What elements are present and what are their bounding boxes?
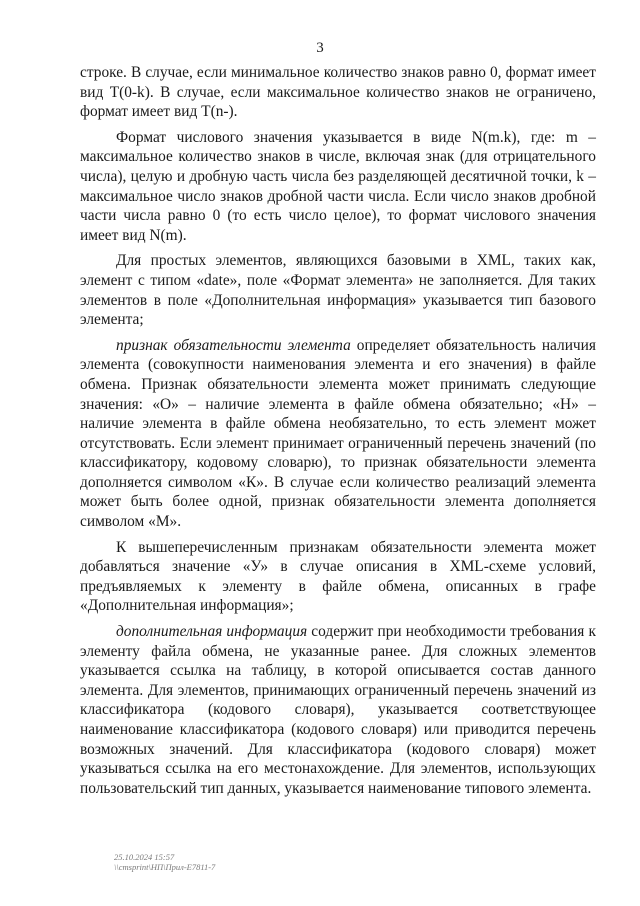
paragraph-conditional-flag: К вышеперечисленным признакам обязательности элемента может добавляться значение «У» в случае описания в XML-схеме условий, предъявляемых к элементу в файле обмена, описанных в графе «Дополнительная информация»; [80, 538, 596, 615]
paragraph-additional-info [80, 622, 596, 798]
term-additional-info: дополнительная информация [116, 623, 308, 641]
mandatory-flag-description: определяет обязательность наличия элемента (совокупности наименования элемента и его значения) в файле обмена. Признак обязательности элемента может принимать следующие значения: «О» – наличие элемента в файле обмена обязательно; «Н» – наличие элемента в файле обмена необязательно, то есть элемент может отсутствовать. Если элемент принимает ограниченный перечень значений (по классификатору, кодовому словарю), то признак обязательности элемента дополняется символом «К». В случае если количество реализаций элемента может быть более одной, признак обязательности элемента дополняется символом «М». [80, 336, 596, 531]
additional-info-description: содержит при необходимости требования к элементу файла обмена, не указанные ранее. Для сложных элементов указывается ссылка на таблицу, в которой описывается состав данного элемента. Для элементов, принимающих ограниченный перечень значений из классификатора (кодового словаря), указывается соответствующее наименование классификатора (кодового словаря) или приводится перечень возможных значений. Для классификатора (кодового словаря) может указываться ссылка на его местонахождение. Для элементов, использующих пользовательский тип данных, указывается наименование типового элемента. [80, 623, 596, 797]
paragraph-mandatory-flag [80, 336, 596, 532]
paragraph-base-xml-types: Для простых элементов, являющихся базовыми в XML, таких как, элемент с типом «date», поле «Формат элемента» не заполняется. Для таких элементов в поле «Дополнительная информация» указывается тип базового элемента; [80, 252, 596, 329]
print-timestamp: 25.10.2024 15:57 [114, 852, 175, 862]
print-footer [114, 852, 215, 872]
print-path: \\cmsprint\НП\Прил-Е7811-7 [114, 862, 216, 872]
document-body [80, 63, 596, 804]
paragraph-numeric-format: Формат числового значения указывается в виде N(m.k), где: m – максимальное количество знаков в числе, включая знак (для отрицательного числа), целую и дробную часть числа без разделяющей десятичной точки, k – максимальное число знаков дробной части числа. Если число знаков дробной части числа равно 0 (то есть число целое), то формат числового значения имеет вид N(m). [80, 128, 596, 244]
page-number: 3 [316, 40, 324, 56]
paragraph-format-string-continuation: строке. В случае, если минимальное количество знаков равно 0, формат имеет вид T(0-k). В случае, если максимальное количество знаков не ограничено, формат имеет вид T(n-). [80, 64, 596, 121]
term-mandatory-flag: признак обязательности элемента [116, 336, 351, 354]
